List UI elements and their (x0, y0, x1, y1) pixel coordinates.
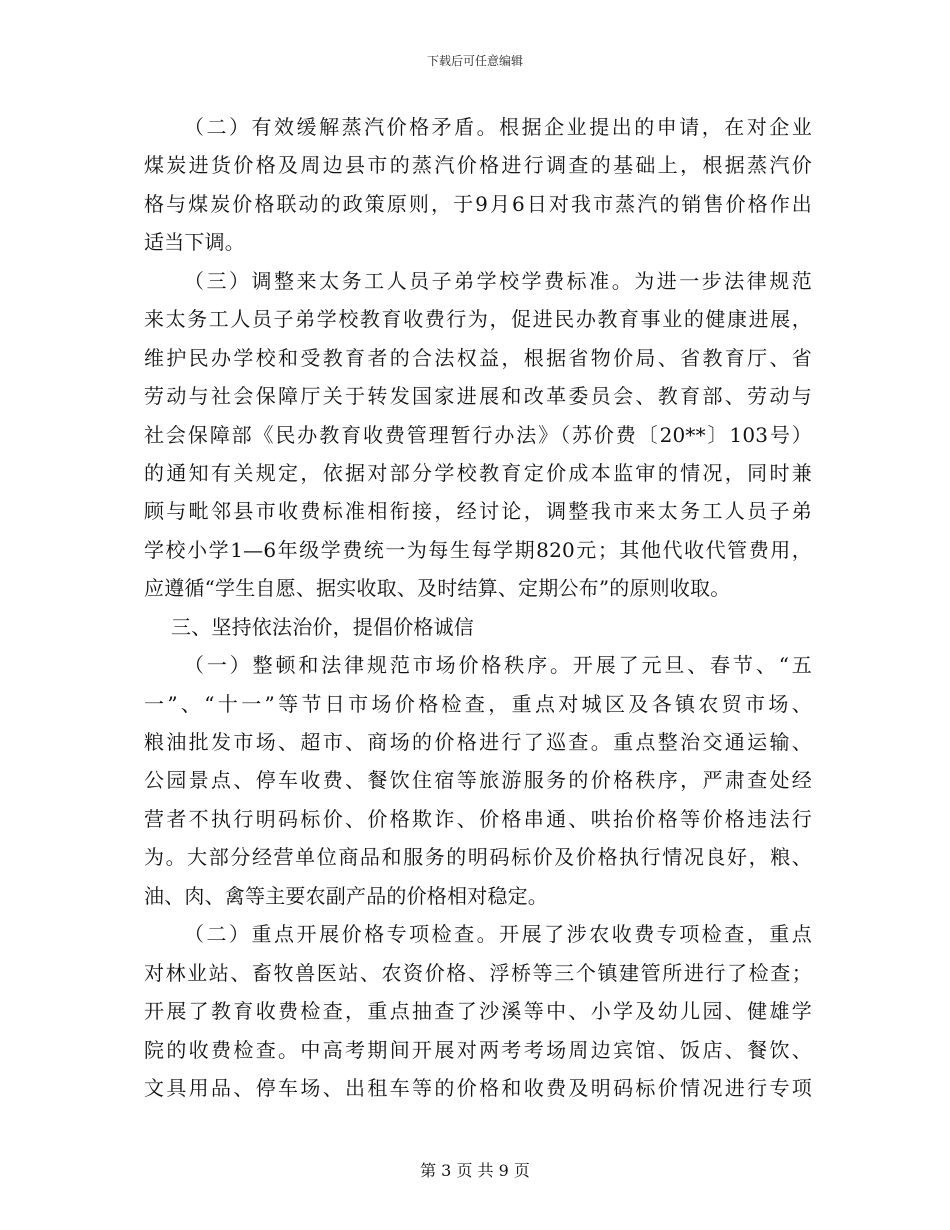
text-line: 格与煤炭价格联动的政策原则，于9月6日对我市蒸汽的销售价格作出 (144, 191, 812, 216)
text-line: 对林业站、畜牧兽医站、农资价格、浮桥等三个镇建管所进行了检查； (144, 960, 812, 985)
text-line: 三、坚持依法治价，提倡价格诚信 (171, 614, 474, 639)
text-line: 煤炭进货价格及周边县市的蒸汽价格进行调查的基础上，根据蒸汽价 (144, 153, 812, 178)
text-line: 来太务工人员子弟学校教育收费行为，促进民办教育事业的健康进展， (144, 307, 812, 332)
text-line: 适当下调。 (144, 230, 245, 255)
text-line: 顾与毗邻县市收费标准相衔接，经讨论，调整我市来太务工人员子弟 (144, 499, 812, 524)
text-line: 油、肉、禽等主要农副产品的价格相对稳定。 (144, 883, 548, 908)
text-line: 开展了教育收费检查，重点抽查了沙溪等中、小学及幼儿园、健雄学 (144, 999, 812, 1024)
text-line: （三）调整来太务工人员子弟学校学费标准。为进一步法律规范 (184, 268, 812, 293)
text-line: 营者不执行明码标价、价格欺诈、价格串通、哄抬价格等价格违法行 (144, 806, 812, 831)
text-line: 粮油批发市场、超市、商场的价格进行了巡查。重点整治交通运输、 (144, 730, 812, 754)
text-line: 学校小学1—6年级学费统一为每生每学期820元；其他代收代管费用， (144, 537, 812, 562)
text-line: 的通知有关规定，依据对部分学校教育定价成本监审的情况，同时兼 (144, 460, 812, 485)
page-header: 下载后可任意编辑 (426, 54, 523, 68)
text-line: 院的收费检查。中高考期间开展对两考考场周边宾馆、饭店、餐饮、 (144, 1037, 812, 1062)
text-line: 一”、“十一”等节日市场价格检查，重点对城区及各镇农贸市场、 (144, 691, 812, 716)
text-line: 应遵循“学生自愿、据实收取、及时结算、定期公布”的原则收取。 (144, 576, 731, 601)
text-line: （二）重点开展价格专项检查。开展了涉农收费专项检查，重点 (184, 922, 812, 947)
page-footer: 第 3 页 共 9 页 (420, 1161, 530, 1180)
text-line: （一）整顿和法律规范市场价格秩序。开展了元旦、春节、“五 (184, 653, 812, 678)
text-line: 公园景点、停车收费、餐饮住宿等旅游服务的价格秩序，严肃查处经 (144, 768, 812, 793)
text-line: 劳动与社会保障厅关于转发国家进展和改革委员会、教育部、劳动与 (144, 384, 812, 409)
text-line: 社会保障部《民办教育收费管理暂行办法》（苏价费〔20**〕103号） (144, 422, 812, 447)
text-line: 文具用品、停车场、出租车等的价格和收费及明码标价情况进行专项 (144, 1075, 812, 1100)
text-line: 为。大部分经营单位商品和服务的明码标价及价格执行情况良好，粮、 (144, 845, 812, 870)
text-line: 维护民办学校和受教育者的合法权益，根据省物价局、省教育厅、省 (144, 345, 812, 370)
text-line: （二）有效缓解蒸汽价格矛盾。根据企业提出的申请，在对企业 (184, 115, 812, 139)
document-body (144, 108, 812, 1107)
